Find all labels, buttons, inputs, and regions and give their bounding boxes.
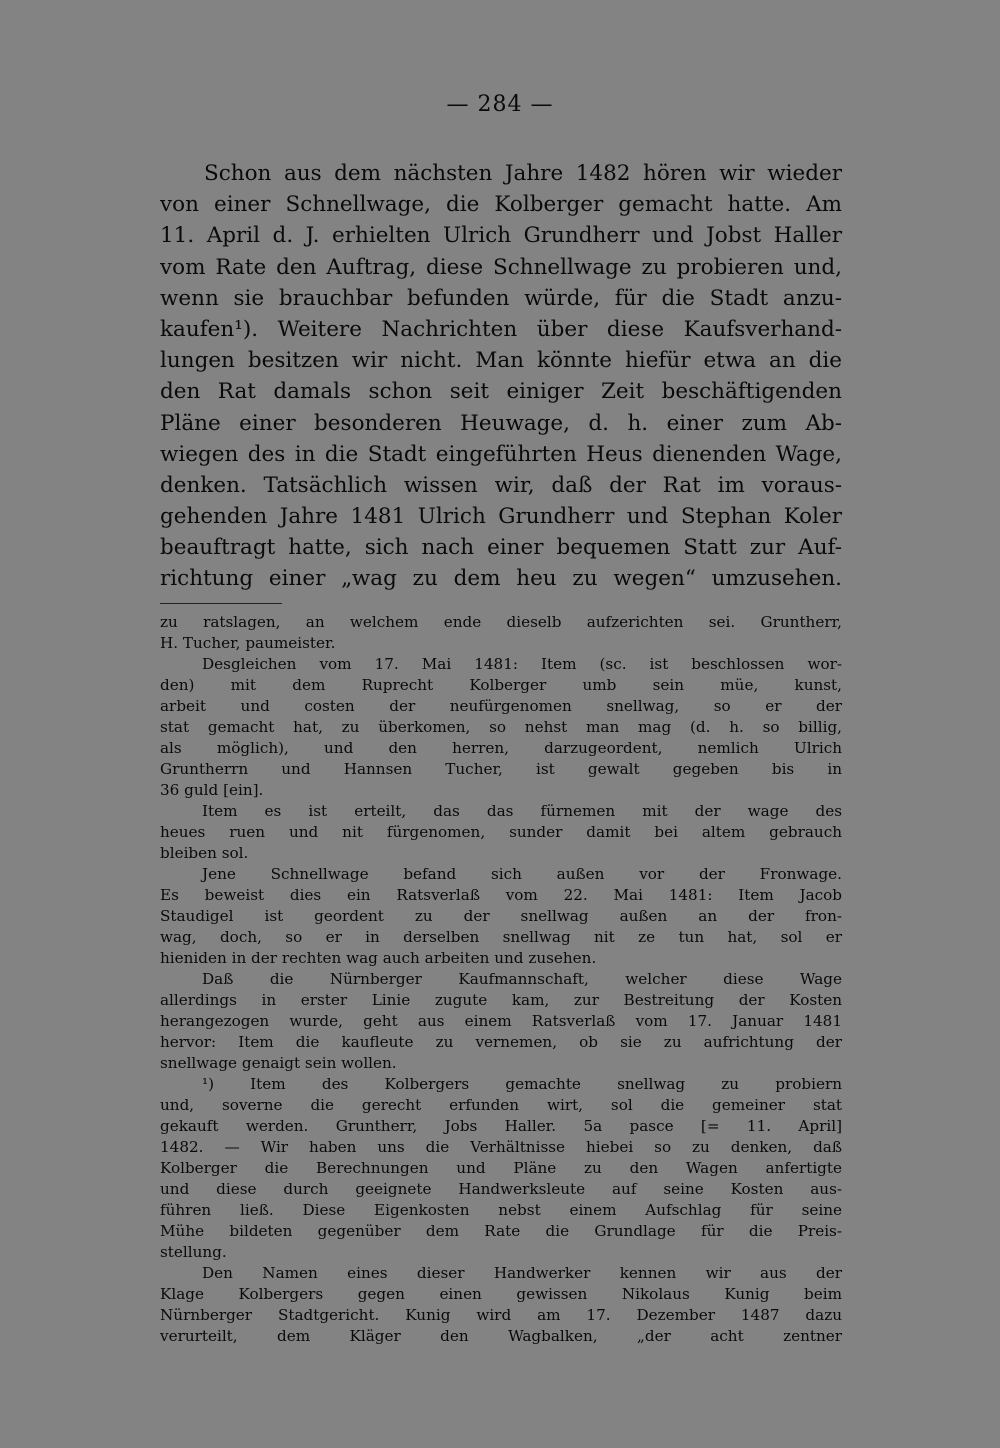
note-line: hieniden in der rechten wag auch arbeiten und zusehen.	[160, 949, 597, 967]
note-line: Desgleichen vom 17. Mai 1481: Item (sc. ist beschlossen wor-	[202, 655, 842, 673]
note-line: Nürnberger Stadtgericht. Kunig wird am 17. Dezember 1487 dazu	[160, 1306, 842, 1324]
main-text	[160, 158, 842, 595]
text-line: beauftragt hatte, sich nach einer bequemen Statt zur Auf-	[160, 535, 842, 561]
text-line: Schon aus dem nächsten Jahre 1482 hören wir wieder	[204, 161, 842, 186]
page-number: — 284 —	[446, 92, 554, 117]
note-line: und, soverne die gerecht erfunden wirt, sol die gemeiner stat	[160, 1096, 842, 1114]
note-line: Daß die Nürnberger Kaufmannschaft, welcher diese Wage	[202, 970, 842, 988]
note-line: gekauft werden. Gruntherr, Jobs Haller. 5a pasce [= 11. April]	[160, 1117, 842, 1135]
note-line: Gruntherrn und Hannsen Tucher, ist gewalt gegeben bis in	[160, 760, 842, 778]
note-line: als möglich), und den herren, darzugeordent, nemlich Ulrich	[160, 739, 842, 757]
note-line: heues ruen und nit fürgenomen, sunder damit bei altem gebrauch	[160, 823, 842, 841]
text-line: den Rat damals schon seit einiger Zeit beschäftigenden	[160, 379, 842, 405]
note-line: wag, doch, so er in derselben snellwag nit ze tun hat, sol er	[160, 928, 842, 946]
note-line: Mühe bildeten gegenüber dem Rate die Grundlage für die Preis-	[160, 1222, 842, 1240]
note-line: Jene Schnellwage befand sich außen vor der Fronwage.	[202, 865, 842, 883]
text-line: kaufen¹). Weitere Nachrichten über diese Kaufsverhand-	[160, 316, 842, 342]
note-line: bleiben sol.	[160, 844, 249, 862]
text-line: wiegen des in die Stadt eingeführten Heus dienenden Wage,	[160, 441, 842, 467]
note-line: hervor: Item die kaufleute zu vernemen, ob sie zu aufrichtung der	[160, 1033, 842, 1051]
note-line: allerdings in erster Linie zugute kam, zur Bestreitung der Kosten	[160, 991, 842, 1009]
note-line: führen ließ. Diese Eigenkosten nebst einem Aufschlag für seine	[160, 1201, 842, 1219]
note-line: den) mit dem Ruprecht Kolberger umb sein müe, kunst,	[160, 676, 842, 694]
footnote-separator	[160, 603, 282, 604]
note-line: stat gemacht hat, zu überkomen, so nehst man mag (d. h. so billig,	[160, 718, 842, 736]
text-line: vom Rate den Auftrag, diese Schnellwage zu probieren und,	[160, 254, 842, 280]
note-line: 1482. — Wir haben uns die Verhältnisse hiebei so zu denken, daß	[160, 1138, 842, 1156]
note-line: stellung.	[160, 1243, 227, 1261]
note-line: zu ratslagen, an welchem ende dieselb aufzerichten sei. Gruntherr,	[160, 613, 842, 631]
note-line: verurteilt, dem Kläger den Wagbalken, „der acht zentner	[160, 1327, 842, 1345]
footnotes	[160, 612, 842, 1347]
text-line: Pläne einer besonderen Heuwage, d. h. einer zum Ab-	[160, 410, 842, 436]
note-line: snellwage genaigt sein wollen.	[160, 1054, 397, 1072]
text-line: wenn sie brauchbar befunden würde, für die Stadt anzu-	[160, 285, 842, 311]
note-line: arbeit und costen der neufürgenomen snellwag, so er der	[160, 697, 842, 715]
text-line: von einer Schnellwage, die Kolberger gemacht hatte. Am	[160, 192, 842, 218]
note-line: Staudigel ist geordent zu der snellwag außen an der fron-	[160, 907, 842, 925]
note-line: Kolberger die Berechnungen und Pläne zu den Wagen anfertigte	[160, 1159, 842, 1177]
note-line: ¹) Item des Kolbergers gemachte snellwag zu probiern	[202, 1075, 842, 1093]
text-line: 11. April d. J. erhielten Ulrich Grundherr und Jobst Haller	[160, 223, 842, 249]
note-line: Item es ist erteilt, das das fürnemen mit der wage des	[202, 802, 842, 820]
note-line: Den Namen eines dieser Handwerker kennen wir aus der	[202, 1264, 842, 1282]
note-line: Klage Kolbergers gegen einen gewissen Nikolaus Kunig beim	[160, 1285, 842, 1303]
note-line: herangezogen wurde, geht aus einem Ratsverlaß vom 17. Januar 1481	[160, 1012, 842, 1030]
note-line: Es beweist dies ein Ratsverlaß vom 22. Mai 1481: Item Jacob	[160, 886, 842, 904]
note-line: 36 guld [ein].	[160, 781, 264, 799]
text-line: richtung einer „wag zu dem heu zu wegen“ umzusehen.	[160, 566, 842, 592]
text-line: denken. Tatsächlich wissen wir, daß der Rat im voraus-	[160, 472, 842, 498]
note-line: H. Tucher, paumeister.	[160, 634, 336, 652]
text-line: lungen besitzen wir nicht. Man könnte hiefür etwa an die	[160, 348, 842, 374]
note-line: und diese durch geeignete Handwerksleute auf seine Kosten aus-	[160, 1180, 842, 1198]
text-line: gehenden Jahre 1481 Ulrich Grundherr und Stephan Koler	[160, 504, 842, 530]
